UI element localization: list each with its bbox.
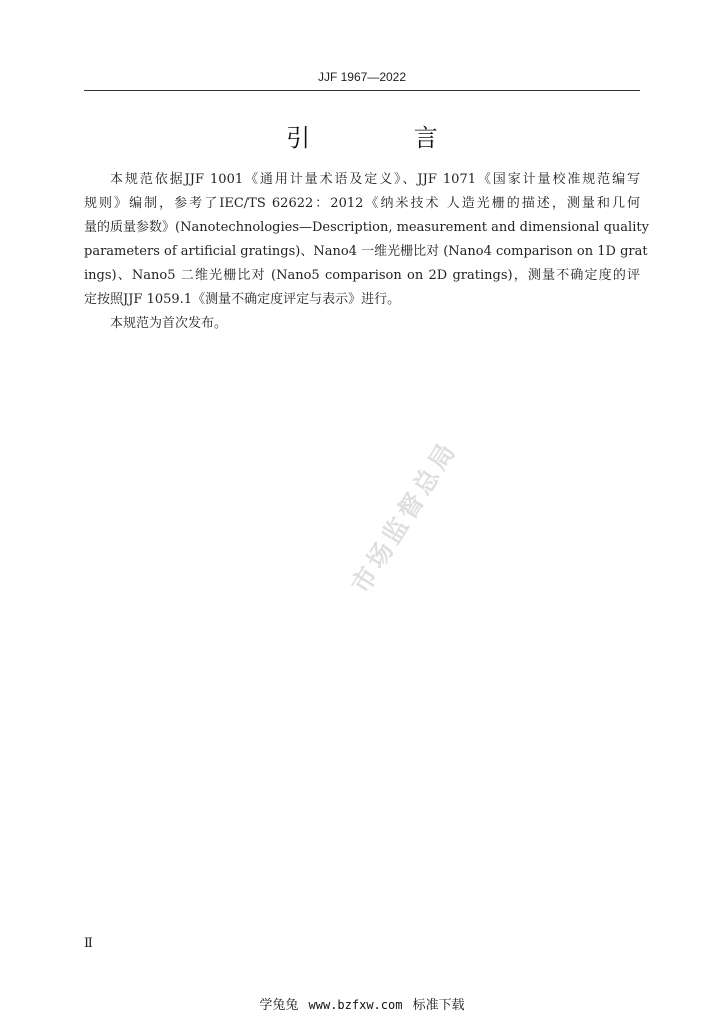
body-text <box>84 168 649 336</box>
paragraph-line: 规则》编制，参考了IEC/TS 62622：2012《纳米技术 人造光栅的描述，测量和几何 <box>84 196 640 211</box>
paragraph-line: 定按照JJF 1059.1《测量不确定度评定与表示》进行。 <box>84 292 401 307</box>
page-number: Ⅱ <box>84 936 93 951</box>
paragraph-line: parameters of artificial gratings)、Nano4 一维光栅比对 (Nano4 comparison on 1D grat <box>84 244 648 259</box>
paragraph-2 <box>84 312 640 336</box>
footer-url[interactable]: www.bzfxw.com <box>308 998 403 1012</box>
watermark: 市场监督总局 <box>345 435 463 599</box>
paragraph-line: ings)、Nano5 二维光栅比对 (Nano5 comparison on 2D gratings)，测量不确定度的评 <box>84 268 640 283</box>
footer-site-name: 学兔兔 <box>259 998 299 1013</box>
paragraph-1 <box>84 168 649 312</box>
standard-code: JJF 1967—2022 <box>317 70 407 84</box>
footer-slogan: 标准下载 <box>412 998 465 1013</box>
paragraph-line: 量的质量参数》(Nanotechnologies—Description, measurement and dimensional quality <box>84 220 649 235</box>
footer <box>0 994 724 1013</box>
paragraph-line: 本规范依据JJF 1001《通用计量术语及定义》、JJF 1071《国家计量校准规范编写 <box>110 172 640 187</box>
page-title: 引 言 <box>286 124 486 152</box>
header-rule <box>84 90 640 91</box>
paragraph-line: 本规范为首次发布。 <box>110 316 228 331</box>
